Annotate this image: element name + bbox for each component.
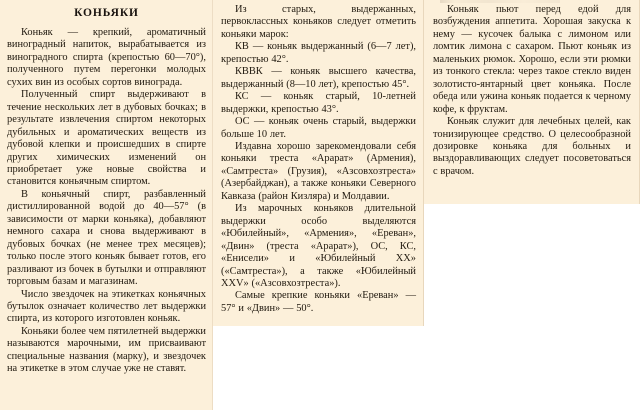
paragraph: Издавна хорошо зарекомендовали себя коньяки треста «Арарат» (Армения), «Самтреста» (Грузия), «Азсовхозтреста» (Азербайджан), а также коньяки Северного Кавказа (район Кизляра) и Молдавии.: [221, 140, 416, 202]
page-title: КОНЬЯКИ: [74, 7, 139, 19]
paragraph: Самые крепкие коньяки «Ереван» — 57° и «Двин» — 50°.: [221, 290, 416, 314]
paragraph: Из старых, выдержанных, первоклассных коньяков следует отметить коньяки марок:: [221, 4, 416, 40]
paragraph: В коньячный спирт, разбавленный дистиллированной водой до 40—57° (в зависимости от марки коньяка), добавляют немного сахара и снова выдерживают в дубовых бочках (не менее трех месяцев); только после этого коньяк бывает готов, его разливают из бочек в бутылки и отправляют торговым базам и магазинам.: [7, 188, 206, 288]
paragraph: Полученный спирт выдерживают в течение нескольких лет в дубовых бочках; в результате извлечения спиртом некоторых дубильных и ароматических веществ из дубовой клепки и происшедших в спирте других химических изменений он приобретает уже новые свойства и становится коньячным спиртом.: [7, 89, 206, 188]
paragraph: Число звездочек на этикетках коньячных бутылок означает количество лет выдержки спирта, из которого изготовлен коньяк.: [7, 288, 206, 325]
paragraph: Коньяк — крепкий, ароматичный виноградный напиток, вырабатывается из виноградного спирта (крепостью 60—70°), полученного путем перегонки молодых сухих вин из особых сортов винограда.: [7, 27, 206, 88]
text-column-one: [0, 0, 213, 410]
paragraph: Из марочных коньяков длительной выдержки особо выделяются «Юбилейный», «Армения», «Ереван», «Двин» (треста «Арарат»), ОС, КС, «Енисели» и «Юбилейный ХХ» («Самтреста»), а также «Юбилейный XXV» («Азсовхозтреста»).: [221, 203, 416, 289]
paragraph: Коньяк пьют перед едой для возбуждения аппетита. Хорошая закуска к нему — кусочек балыка с лимоном или ломтик лимона с сахаром. Пьют коньяк из маленьких рюмок. Хорошо, если эти рюмки из тонкого стекла: через такое стекло виден золотисто-янтарный цвет коньяка. После обеда или ужина коньяк подается к черному кофе, к фруктам.: [433, 4, 631, 115]
scan-edge-artifact: [440, 0, 560, 3]
text-column-three: [424, 0, 640, 204]
text-column-two: [213, 0, 424, 326]
paragraph: Коньяки более чем пятилетней выдержки называются марочными, им присваивают специальные названия (марку), и звездочек на этикетке в этом случае уже не ставят.: [7, 325, 206, 375]
paragraph: КС — коньяк старый, 10-летней выдержки, крепостью 43°.: [221, 91, 416, 115]
paragraph: КВ — коньяк выдержанный (6—7 лет), крепостью 42°.: [221, 41, 416, 65]
paragraph: КВВК — коньяк высшего качества, выдержанный (8—10 лет), крепостью 45°.: [221, 66, 416, 90]
paragraph: ОС — коньяк очень старый, выдержки больше 10 лет.: [221, 116, 416, 140]
paragraph: Коньяк служит для лечебных целей, как тонизирующее средство. О целесообразной дозировке коньяка для больных и выздоравливающих следует посоветоваться с врачом.: [433, 116, 631, 177]
